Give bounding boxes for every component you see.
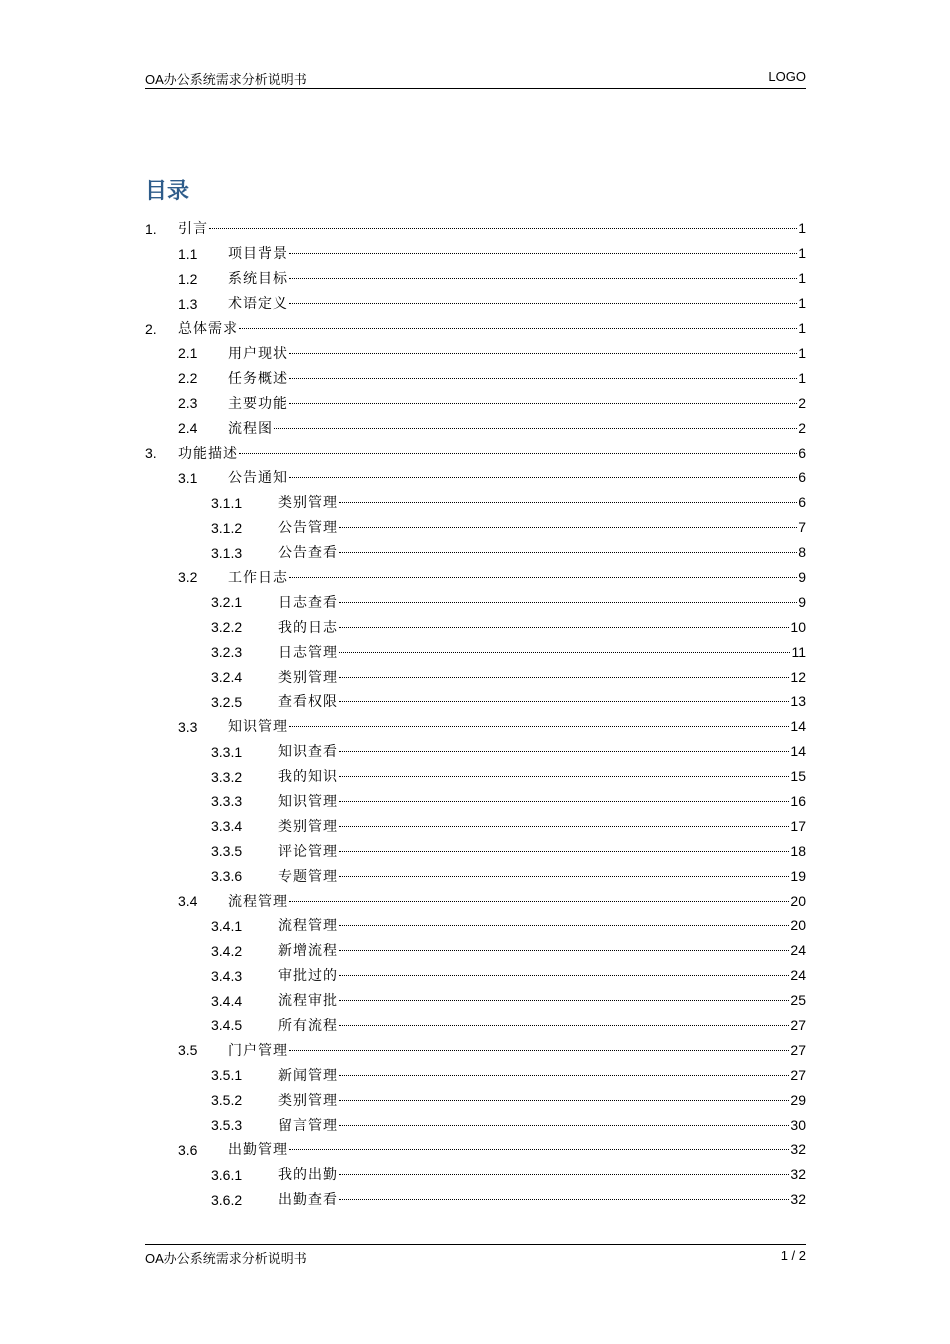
toc-entry-number: 1.1 — [178, 245, 198, 262]
dot-leader — [289, 477, 797, 478]
toc-entry-number: 3.5.1 — [211, 1067, 243, 1084]
toc-entry-page: 6 — [798, 469, 806, 486]
footer-doc-title: OA办公系统需求分析说明书 — [145, 1251, 307, 1266]
toc-entry[interactable] — [145, 267, 806, 292]
toc-entry-page: 9 — [798, 568, 806, 585]
toc-entry-number: 3.3.5 — [211, 843, 243, 860]
dot-leader — [339, 627, 789, 628]
toc-entry-line[interactable] — [228, 341, 806, 367]
toc-entry-label: 类别管理 — [278, 495, 338, 512]
toc-entry-label: 类别管理 — [278, 669, 338, 686]
toc-entry-number: 3.2 — [178, 569, 198, 586]
toc-entry-page: 2 — [798, 394, 806, 411]
toc-entry-number: 3.5.2 — [211, 1092, 243, 1109]
toc-entry[interactable] — [145, 740, 806, 765]
dot-leader — [339, 502, 797, 503]
toc-entry-line[interactable] — [228, 241, 806, 267]
toc-entry-number: 2.3 — [178, 395, 198, 412]
toc-entry-number: 3.4.4 — [211, 992, 243, 1009]
toc-entry-label: 出勤管理 — [228, 1142, 288, 1159]
toc-entry-line[interactable] — [228, 366, 806, 392]
toc-entry-page: 8 — [798, 544, 806, 561]
dot-leader — [339, 950, 789, 951]
table-of-contents — [145, 217, 806, 1213]
toc-entry-label: 专题管理 — [278, 868, 338, 885]
toc-entry[interactable] — [145, 242, 806, 267]
dot-leader — [239, 453, 797, 454]
dot-leader — [339, 1075, 789, 1076]
dot-leader — [289, 303, 797, 304]
toc-entry-number: 2.2 — [178, 370, 198, 387]
toc-entry-page: 13 — [790, 693, 806, 710]
toc-entry-number: 1.3 — [178, 295, 198, 312]
dot-leader — [339, 851, 789, 852]
toc-entry-page: 19 — [790, 867, 806, 884]
toc-entry[interactable] — [145, 1063, 806, 1088]
toc-entry-line[interactable] — [278, 1013, 806, 1039]
toc-entry[interactable] — [145, 964, 806, 989]
toc-entry-number: 3.4.2 — [211, 942, 243, 959]
toc-entry-number: 3.2.3 — [211, 644, 243, 661]
toc-entry-line[interactable] — [228, 889, 806, 915]
toc-entry-page: 32 — [790, 1166, 806, 1183]
toc-entry-page: 7 — [798, 519, 806, 536]
toc-entry-label: 我的出勤 — [278, 1167, 338, 1184]
toc-entry-number: 1.2 — [178, 270, 198, 287]
toc-entry-line[interactable] — [228, 465, 806, 491]
toc-entry[interactable] — [145, 416, 806, 441]
toc-entry-line[interactable] — [228, 1038, 806, 1064]
toc-entry-number: 3.1.1 — [211, 494, 243, 511]
dot-leader — [289, 1050, 789, 1051]
toc-entry-page: 32 — [790, 1191, 806, 1208]
toc-entry[interactable] — [145, 1188, 806, 1213]
toc-entry-label: 所有流程 — [278, 1017, 338, 1034]
toc-entry-number: 1. — [145, 220, 157, 237]
toc-entry-line[interactable] — [228, 416, 806, 442]
toc-entry-line[interactable] — [178, 441, 806, 467]
toc-entry[interactable] — [145, 839, 806, 864]
toc-entry[interactable] — [145, 640, 806, 665]
toc-entry-label: 引言 — [178, 221, 208, 238]
toc-entry-label: 总体需求 — [178, 321, 238, 338]
toc-entry-number: 2.4 — [178, 420, 198, 437]
dot-leader — [339, 776, 789, 777]
toc-entry-page: 27 — [790, 1066, 806, 1083]
toc-entry-line[interactable] — [278, 1063, 806, 1089]
toc-entry-number: 3.3.6 — [211, 868, 243, 885]
dot-leader — [339, 925, 789, 926]
toc-entry-line[interactable] — [278, 938, 806, 964]
toc-entry-label: 日志查看 — [278, 594, 338, 611]
toc-entry-page: 20 — [790, 892, 806, 909]
toc-entry-line[interactable] — [278, 839, 806, 865]
toc-entry-label: 新增流程 — [278, 943, 338, 960]
toc-entry-page: 1 — [798, 220, 806, 237]
toc-entry-label: 我的知识 — [278, 769, 338, 786]
toc-entry-label: 知识管理 — [278, 793, 338, 810]
toc-entry-page: 16 — [790, 792, 806, 809]
toc-entry-number: 3.2.5 — [211, 693, 243, 710]
toc-entry-line[interactable] — [278, 814, 806, 840]
toc-entry-line[interactable] — [228, 291, 806, 317]
toc-entry-number: 3.3.3 — [211, 793, 243, 810]
toc-entry-label: 项目背景 — [228, 246, 288, 263]
toc-entry[interactable] — [145, 441, 806, 466]
toc-entry[interactable] — [145, 789, 806, 814]
toc-entry[interactable] — [145, 516, 806, 541]
dot-leader — [339, 652, 790, 653]
toc-entry-line[interactable] — [228, 391, 806, 417]
toc-entry-page: 1 — [798, 344, 806, 361]
dot-leader — [274, 428, 797, 429]
toc-entry-label: 知识管理 — [228, 719, 288, 736]
toc-entry-page: 24 — [790, 942, 806, 959]
dot-leader — [289, 278, 797, 279]
toc-entry-label: 流程审批 — [278, 993, 338, 1010]
dot-leader — [339, 876, 789, 877]
toc-entry-line[interactable] — [278, 1162, 806, 1188]
toc-entry[interactable] — [145, 939, 806, 964]
toc-entry-page: 30 — [790, 1116, 806, 1133]
toc-entry-number: 3.3.2 — [211, 768, 243, 785]
toc-entry-label: 类别管理 — [278, 818, 338, 835]
toc-entry[interactable] — [145, 1113, 806, 1138]
toc-entry[interactable] — [145, 391, 806, 416]
toc-entry-line[interactable] — [178, 316, 806, 342]
toc-entry-line[interactable] — [278, 590, 806, 616]
dot-leader — [339, 1199, 789, 1200]
toc-entry-number: 3.4.3 — [211, 967, 243, 984]
toc-entry[interactable] — [145, 1088, 806, 1113]
toc-entry-label: 留言管理 — [278, 1117, 338, 1134]
toc-entry-line[interactable] — [278, 515, 806, 541]
toc-entry-label: 工作日志 — [228, 569, 288, 586]
toc-entry-page: 29 — [790, 1091, 806, 1108]
toc-entry-label: 门户管理 — [228, 1042, 288, 1059]
toc-entry-line[interactable] — [278, 988, 806, 1014]
dot-leader — [339, 826, 789, 827]
toc-entry-page: 6 — [798, 444, 806, 461]
dot-leader — [339, 527, 797, 528]
toc-entry-page: 12 — [790, 668, 806, 685]
toc-entry-label: 我的日志 — [278, 619, 338, 636]
toc-entry-page: 6 — [798, 494, 806, 511]
toc-entry-number: 3.2.1 — [211, 594, 243, 611]
toc-entry[interactable] — [145, 765, 806, 790]
toc-entry-page: 18 — [790, 842, 806, 859]
dot-leader — [339, 602, 797, 603]
toc-entry-label: 日志管理 — [278, 644, 338, 661]
toc-entry-page: 9 — [798, 593, 806, 610]
toc-entry[interactable] — [145, 1038, 806, 1063]
toc-entry-label: 公告查看 — [278, 545, 338, 562]
toc-entry-line[interactable] — [278, 1187, 806, 1213]
toc-entry-label: 审批过的 — [278, 968, 338, 985]
dot-leader — [289, 726, 789, 727]
toc-entry-line[interactable] — [278, 1088, 806, 1114]
dot-leader — [209, 228, 797, 229]
toc-entry-page: 24 — [790, 967, 806, 984]
toc-entry-line[interactable] — [278, 913, 806, 939]
dot-leader — [339, 1125, 789, 1126]
toc-entry-label: 出勤查看 — [278, 1192, 338, 1209]
toc-entry[interactable] — [145, 491, 806, 516]
toc-entry-page: 1 — [798, 245, 806, 262]
toc-entry-number: 3.6.1 — [211, 1166, 243, 1183]
dot-leader — [339, 975, 789, 976]
toc-entry-number: 3.4 — [178, 893, 198, 910]
toc-entry-number: 3.4.5 — [211, 1017, 243, 1034]
toc-entry[interactable] — [145, 914, 806, 939]
toc-entry-label: 新闻管理 — [278, 1067, 338, 1084]
toc-entry-number: 3.4.1 — [211, 917, 243, 934]
toc-entry-label: 系统目标 — [228, 271, 288, 288]
toc-entry[interactable] — [145, 989, 806, 1014]
toc-entry-line[interactable] — [278, 789, 806, 815]
toc-entry-page: 1 — [798, 295, 806, 312]
page-footer — [145, 1244, 806, 1267]
toc-entry[interactable] — [145, 1163, 806, 1188]
toc-entry-line[interactable] — [228, 1137, 806, 1163]
dot-leader — [339, 552, 797, 553]
toc-entry-number: 2.1 — [178, 345, 198, 362]
toc-entry-page: 27 — [790, 1041, 806, 1058]
toc-entry[interactable] — [145, 690, 806, 715]
toc-entry-line[interactable] — [278, 689, 806, 715]
toc-entry-number: 3.2.4 — [211, 669, 243, 686]
toc-entry-line[interactable] — [278, 615, 806, 641]
toc-entry-line[interactable] — [278, 640, 806, 666]
toc-entry[interactable] — [145, 317, 806, 342]
dot-leader — [289, 253, 797, 254]
toc-entry-number: 3.5.3 — [211, 1117, 243, 1134]
toc-entry-number: 3. — [145, 445, 157, 461]
toc-entry-line[interactable] — [278, 540, 806, 566]
toc-entry-label: 流程管理 — [278, 918, 338, 935]
toc-title: 目录 — [145, 179, 190, 204]
dot-leader — [289, 378, 797, 379]
toc-entry[interactable] — [145, 715, 806, 740]
toc-entry-page: 1 — [798, 320, 806, 337]
toc-entry-line[interactable] — [278, 963, 806, 989]
toc-entry-page: 11 — [791, 643, 806, 660]
toc-entry-label: 公告管理 — [278, 520, 338, 537]
toc-entry-page: 14 — [790, 718, 806, 735]
toc-entry[interactable] — [145, 292, 806, 317]
dot-leader — [339, 1025, 789, 1026]
dot-leader — [289, 901, 789, 902]
dot-leader — [289, 577, 797, 578]
toc-entry-line[interactable] — [228, 266, 806, 292]
toc-entry-line[interactable] — [278, 864, 806, 890]
toc-entry[interactable] — [145, 889, 806, 914]
page-number: 1 / 2 — [780, 1248, 806, 1263]
toc-entry-page: 14 — [790, 743, 806, 760]
toc-entry-page: 20 — [790, 917, 806, 934]
dot-leader — [289, 353, 797, 354]
toc-entry-label: 功能描述 — [178, 445, 238, 462]
toc-entry-label: 类别管理 — [278, 1092, 338, 1109]
toc-entry-number: 2. — [145, 320, 157, 337]
toc-entry[interactable] — [145, 217, 806, 242]
toc-entry-number: 3.3.4 — [211, 818, 243, 835]
toc-entry-page: 10 — [790, 618, 806, 635]
header-logo: LOGO — [768, 69, 806, 84]
toc-entry[interactable] — [145, 541, 806, 566]
toc-entry-page: 1 — [798, 270, 806, 287]
toc-entry-label: 流程管理 — [228, 893, 288, 910]
toc-entry-number: 3.1.2 — [211, 519, 243, 536]
toc-entry[interactable] — [145, 590, 806, 615]
dot-leader — [339, 1100, 789, 1101]
toc-entry-number: 3.5 — [178, 1042, 198, 1059]
dot-leader — [339, 751, 789, 752]
toc-entry-line[interactable] — [278, 665, 806, 691]
dot-leader — [339, 677, 789, 678]
toc-entry[interactable] — [145, 665, 806, 690]
toc-entry[interactable] — [145, 366, 806, 391]
toc-entry-line[interactable] — [228, 714, 806, 740]
toc-entry-line[interactable] — [278, 764, 806, 790]
dot-leader — [339, 701, 789, 702]
toc-entry[interactable] — [145, 615, 806, 640]
dot-leader — [289, 403, 797, 404]
toc-entry-label: 术语定义 — [228, 296, 288, 313]
dot-leader — [339, 1174, 789, 1175]
toc-entry-number: 3.6.2 — [211, 1191, 243, 1208]
dot-leader — [339, 1000, 789, 1001]
toc-entry-number: 3.1 — [178, 469, 198, 486]
toc-entry-line[interactable] — [278, 490, 806, 516]
toc-entry-label: 主要功能 — [228, 395, 288, 412]
toc-entry-line[interactable] — [278, 1113, 806, 1139]
toc-entry-label: 公告通知 — [228, 470, 288, 487]
toc-entry[interactable] — [145, 814, 806, 839]
toc-entry-line[interactable] — [178, 216, 806, 242]
toc-entry-line[interactable] — [228, 565, 806, 591]
toc-entry-label: 用户现状 — [228, 345, 288, 362]
header-doc-title: OA办公系统需求分析说明书 — [145, 72, 307, 87]
toc-entry[interactable] — [145, 341, 806, 366]
toc-entry-number: 3.3.1 — [211, 743, 243, 760]
toc-entry-page: 2 — [798, 419, 806, 436]
dot-leader — [289, 1149, 789, 1150]
toc-entry-label: 任务概述 — [228, 370, 288, 387]
toc-entry-line[interactable] — [278, 739, 806, 765]
toc-entry-label: 查看权限 — [278, 694, 338, 711]
dot-leader — [239, 328, 797, 329]
toc-entry[interactable] — [145, 864, 806, 889]
toc-entry-page: 25 — [790, 992, 806, 1009]
toc-entry-number: 3.3 — [178, 718, 198, 735]
toc-entry[interactable] — [145, 565, 806, 590]
toc-entry-page: 27 — [790, 1016, 806, 1033]
toc-entry[interactable] — [145, 1138, 806, 1163]
toc-entry-page: 32 — [790, 1141, 806, 1158]
toc-entry-number: 3.2.2 — [211, 619, 243, 636]
page-header — [145, 68, 806, 89]
toc-entry[interactable] — [145, 466, 806, 491]
toc-entry-number: 3.1.3 — [211, 544, 243, 561]
toc-entry-page: 15 — [790, 768, 806, 785]
toc-entry-number: 3.6 — [178, 1141, 198, 1158]
toc-entry-label: 流程图 — [228, 420, 273, 437]
dot-leader — [339, 801, 789, 802]
toc-entry-page: 1 — [798, 369, 806, 386]
toc-entry-label: 评论管理 — [278, 843, 338, 860]
toc-entry-label: 知识查看 — [278, 744, 338, 761]
toc-entry-page: 17 — [790, 817, 806, 834]
toc-entry[interactable] — [145, 1014, 806, 1039]
